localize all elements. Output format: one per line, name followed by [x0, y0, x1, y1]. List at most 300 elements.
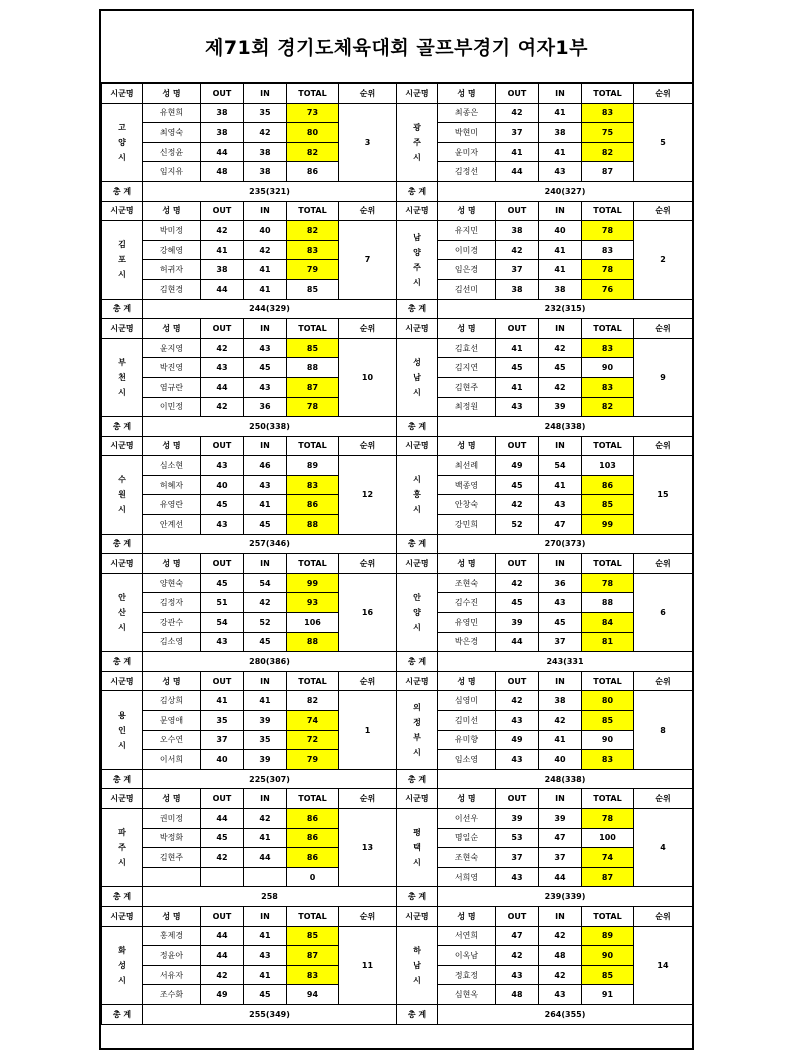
team-rank: 8	[634, 691, 693, 769]
out-score: 43	[496, 397, 539, 417]
total-score: 81	[582, 632, 634, 652]
header-in: IN	[539, 671, 582, 691]
team-total: 270(373)	[438, 534, 693, 554]
header-total: TOTAL	[287, 84, 339, 104]
header-name: 성 명	[438, 554, 496, 574]
team-total: 240(327)	[438, 181, 693, 201]
in-score: 45	[244, 358, 287, 378]
total-score: 90	[582, 946, 634, 966]
in-score: 41	[244, 828, 287, 848]
in-score: 42	[244, 240, 287, 260]
player-name: 강혜영	[143, 240, 201, 260]
header-out: OUT	[201, 201, 244, 221]
total-score: 78	[582, 221, 634, 241]
city-name: 하 남 시	[397, 926, 438, 1004]
player-name: 이선우	[438, 808, 496, 828]
header-name: 성 명	[143, 436, 201, 456]
city-name: 남 양 주 시	[397, 221, 438, 299]
total-score: 106	[287, 613, 339, 633]
player-name: 김효선	[438, 338, 496, 358]
in-score: 41	[539, 103, 582, 123]
header-out: OUT	[201, 436, 244, 456]
header-name: 성 명	[143, 84, 201, 104]
in-score: 48	[539, 946, 582, 966]
in-score: 45	[539, 613, 582, 633]
header-city: 시군명	[397, 789, 438, 809]
in-score: 41	[539, 475, 582, 495]
team-total: 255(349)	[143, 1004, 397, 1024]
header-rank: 순위	[634, 84, 693, 104]
player-row	[102, 573, 693, 593]
total-score: 86	[582, 475, 634, 495]
total-score: 83	[582, 240, 634, 260]
total-score: 83	[287, 240, 339, 260]
header-name: 성 명	[438, 789, 496, 809]
header-city: 시군명	[397, 84, 438, 104]
out-score: 43	[201, 632, 244, 652]
player-name: 이서희	[143, 750, 201, 770]
player-name: 유영민	[438, 613, 496, 633]
total-score: 75	[582, 123, 634, 143]
in-score: 46	[244, 456, 287, 476]
in-score: 45	[244, 985, 287, 1005]
team-rank: 15	[634, 456, 693, 534]
total-label: 총 계	[397, 769, 438, 789]
out-score: 41	[496, 142, 539, 162]
header-total: TOTAL	[582, 789, 634, 809]
player-name: 박미정	[143, 221, 201, 241]
total-score: 90	[582, 358, 634, 378]
in-score: 39	[539, 397, 582, 417]
team-total-row	[102, 417, 693, 437]
header-rank: 순위	[339, 436, 397, 456]
player-name: 김현주	[143, 848, 201, 868]
city-name: 화 성 시	[102, 926, 143, 1004]
in-score: 43	[539, 495, 582, 515]
total-score: 74	[287, 711, 339, 731]
out-score: 39	[496, 613, 539, 633]
player-name: 심영미	[438, 691, 496, 711]
team-total: 248(338)	[438, 417, 693, 437]
header-out: OUT	[201, 789, 244, 809]
team-total: 232(315)	[438, 299, 693, 319]
header-row	[102, 84, 693, 104]
city-name: 용 인 시	[102, 691, 143, 769]
total-score: 79	[287, 750, 339, 770]
player-name: 최선례	[438, 456, 496, 476]
player-name: 김현주	[438, 377, 496, 397]
score-sheet	[99, 9, 694, 1050]
player-name: 유지민	[438, 221, 496, 241]
team-total-row	[102, 887, 693, 907]
team-rank: 6	[634, 573, 693, 651]
header-rank: 순위	[339, 201, 397, 221]
total-score: 86	[287, 828, 339, 848]
total-score: 99	[582, 515, 634, 535]
header-in: IN	[244, 789, 287, 809]
header-out: OUT	[496, 436, 539, 456]
header-row	[102, 319, 693, 339]
header-name: 성 명	[438, 319, 496, 339]
in-score: 41	[244, 260, 287, 280]
out-score: 45	[201, 828, 244, 848]
header-name: 성 명	[143, 789, 201, 809]
out-score: 47	[496, 926, 539, 946]
in-score: 42	[539, 338, 582, 358]
out-score: 42	[201, 848, 244, 868]
header-name: 성 명	[438, 436, 496, 456]
total-score: 91	[582, 985, 634, 1005]
total-score: 87	[287, 377, 339, 397]
in-score: 38	[539, 123, 582, 143]
out-score: 49	[201, 985, 244, 1005]
out-score: 52	[496, 515, 539, 535]
player-name: 김미선	[438, 711, 496, 731]
header-city: 시군명	[102, 84, 143, 104]
header-total: TOTAL	[287, 671, 339, 691]
header-in: IN	[539, 906, 582, 926]
out-score: 42	[496, 495, 539, 515]
player-name: 박현미	[438, 123, 496, 143]
total-score: 87	[582, 162, 634, 182]
team-rank: 1	[339, 691, 397, 769]
player-row	[102, 926, 693, 946]
total-label: 총 계	[102, 1004, 143, 1024]
header-city: 시군명	[102, 436, 143, 456]
out-score: 45	[496, 358, 539, 378]
out-score: 54	[201, 613, 244, 633]
out-score: 38	[201, 103, 244, 123]
player-row	[102, 808, 693, 828]
player-name: 권미정	[143, 808, 201, 828]
header-in: IN	[539, 201, 582, 221]
header-in: IN	[539, 436, 582, 456]
header-in: IN	[539, 84, 582, 104]
team-rank: 4	[634, 808, 693, 886]
total-label: 총 계	[102, 887, 143, 907]
total-score: 72	[287, 730, 339, 750]
total-score: 82	[582, 142, 634, 162]
total-score: 85	[287, 926, 339, 946]
player-row	[102, 221, 693, 241]
in-score: 39	[244, 750, 287, 770]
total-score: 85	[582, 495, 634, 515]
total-score: 86	[287, 808, 339, 828]
total-label: 총 계	[397, 534, 438, 554]
player-name: 임지유	[143, 162, 201, 182]
out-score	[201, 867, 244, 887]
out-score: 42	[496, 946, 539, 966]
player-name: 오수연	[143, 730, 201, 750]
player-name: 최정원	[438, 397, 496, 417]
header-in: IN	[244, 906, 287, 926]
player-name: 김지연	[438, 358, 496, 378]
header-out: OUT	[201, 906, 244, 926]
player-name: 윤지영	[143, 338, 201, 358]
header-out: OUT	[496, 319, 539, 339]
header-in: IN	[539, 319, 582, 339]
total-score: 85	[287, 279, 339, 299]
team-rank: 13	[339, 808, 397, 886]
total-score: 100	[582, 828, 634, 848]
in-score: 35	[244, 730, 287, 750]
team-total: 248(338)	[438, 769, 693, 789]
team-rank: 5	[634, 103, 693, 181]
out-score: 42	[496, 691, 539, 711]
in-score: 45	[244, 632, 287, 652]
out-score: 38	[496, 221, 539, 241]
team-rank: 7	[339, 221, 397, 299]
header-total: TOTAL	[582, 554, 634, 574]
header-out: OUT	[496, 84, 539, 104]
total-score: 85	[582, 965, 634, 985]
player-row	[102, 456, 693, 476]
total-score: 84	[582, 613, 634, 633]
in-score: 41	[244, 926, 287, 946]
header-rank: 순위	[634, 201, 693, 221]
out-score: 45	[496, 475, 539, 495]
header-out: OUT	[201, 671, 244, 691]
total-label: 총 계	[102, 652, 143, 672]
total-score: 94	[287, 985, 339, 1005]
total-score: 83	[287, 475, 339, 495]
team-total: 239(339)	[438, 887, 693, 907]
player-name: 허혜자	[143, 475, 201, 495]
total-label: 총 계	[102, 769, 143, 789]
out-score: 42	[496, 103, 539, 123]
player-name: 조수화	[143, 985, 201, 1005]
in-score: 38	[539, 279, 582, 299]
in-score: 43	[539, 593, 582, 613]
out-score: 44	[201, 279, 244, 299]
in-score: 54	[244, 573, 287, 593]
player-row	[102, 691, 693, 711]
header-name: 성 명	[143, 906, 201, 926]
total-label: 총 계	[102, 299, 143, 319]
in-score: 37	[539, 632, 582, 652]
header-in: IN	[244, 201, 287, 221]
in-score: 41	[244, 691, 287, 711]
player-name: 안계선	[143, 515, 201, 535]
player-name: 유영란	[143, 495, 201, 515]
player-row	[102, 103, 693, 123]
total-score: 86	[287, 848, 339, 868]
player-name: 백종영	[438, 475, 496, 495]
team-rank: 2	[634, 221, 693, 299]
in-score: 54	[539, 456, 582, 476]
player-name: 유미향	[438, 730, 496, 750]
player-name: 김소영	[143, 632, 201, 652]
city-name: 김 포 시	[102, 221, 143, 299]
header-rank: 순위	[339, 671, 397, 691]
in-score: 43	[539, 162, 582, 182]
in-score: 41	[539, 260, 582, 280]
total-score: 0	[287, 867, 339, 887]
out-score: 42	[201, 965, 244, 985]
city-name: 시 흥 시	[397, 456, 438, 534]
in-score: 45	[244, 515, 287, 535]
out-score: 41	[201, 240, 244, 260]
city-name: 광 주 시	[397, 103, 438, 181]
in-score: 38	[539, 691, 582, 711]
city-name: 부 천 시	[102, 338, 143, 416]
header-out: OUT	[201, 554, 244, 574]
out-score: 43	[201, 515, 244, 535]
total-score: 103	[582, 456, 634, 476]
total-score: 88	[287, 358, 339, 378]
total-score: 85	[582, 711, 634, 731]
header-total: TOTAL	[287, 554, 339, 574]
in-score: 42	[244, 123, 287, 143]
total-score: 79	[287, 260, 339, 280]
player-name: 유현희	[143, 103, 201, 123]
header-rank: 순위	[634, 554, 693, 574]
city-name: 성 남 시	[397, 338, 438, 416]
team-rank: 12	[339, 456, 397, 534]
header-city: 시군명	[397, 319, 438, 339]
team-rank: 11	[339, 926, 397, 1004]
header-total: TOTAL	[582, 436, 634, 456]
in-score: 40	[244, 221, 287, 241]
out-score: 40	[201, 750, 244, 770]
in-score: 43	[539, 985, 582, 1005]
out-score: 51	[201, 593, 244, 613]
in-score: 38	[244, 142, 287, 162]
in-score: 45	[539, 358, 582, 378]
out-score: 43	[496, 965, 539, 985]
in-score: 37	[539, 848, 582, 868]
total-score: 89	[582, 926, 634, 946]
player-name: 박정화	[143, 828, 201, 848]
header-rank: 순위	[339, 84, 397, 104]
total-score: 89	[287, 456, 339, 476]
out-score: 45	[201, 573, 244, 593]
header-total: TOTAL	[287, 906, 339, 926]
total-label: 총 계	[397, 1004, 438, 1024]
header-total: TOTAL	[287, 789, 339, 809]
player-name: 서유자	[143, 965, 201, 985]
total-score: 78	[582, 260, 634, 280]
total-label: 총 계	[397, 299, 438, 319]
team-rank: 16	[339, 573, 397, 651]
player-name: 조현숙	[438, 848, 496, 868]
player-row	[102, 338, 693, 358]
player-name: 김현경	[143, 279, 201, 299]
out-score: 42	[201, 221, 244, 241]
out-score: 44	[201, 142, 244, 162]
player-name: 박은경	[438, 632, 496, 652]
in-score: 42	[244, 808, 287, 828]
header-city: 시군명	[397, 436, 438, 456]
header-out: OUT	[496, 201, 539, 221]
player-name: 최종은	[438, 103, 496, 123]
team-rank: 3	[339, 103, 397, 181]
header-in: IN	[244, 84, 287, 104]
total-score: 83	[582, 377, 634, 397]
player-name: 이옥남	[438, 946, 496, 966]
total-score: 78	[582, 808, 634, 828]
total-score: 83	[287, 965, 339, 985]
header-out: OUT	[496, 554, 539, 574]
player-name: 정윤아	[143, 946, 201, 966]
header-in: IN	[539, 554, 582, 574]
total-score: 80	[287, 123, 339, 143]
total-score: 88	[287, 515, 339, 535]
in-score: 47	[539, 515, 582, 535]
team-total: 258	[143, 887, 397, 907]
header-out: OUT	[496, 671, 539, 691]
total-label: 총 계	[397, 887, 438, 907]
total-score: 82	[287, 221, 339, 241]
header-city: 시군명	[102, 671, 143, 691]
player-name	[143, 867, 201, 887]
in-score: 42	[244, 593, 287, 613]
player-name: 이미경	[438, 240, 496, 260]
player-name: 양현숙	[143, 573, 201, 593]
out-score: 41	[496, 377, 539, 397]
header-row	[102, 554, 693, 574]
results-table	[101, 83, 693, 1025]
player-name: 서연희	[438, 926, 496, 946]
city-name: 파 주 시	[102, 808, 143, 886]
header-row	[102, 789, 693, 809]
header-name: 성 명	[438, 906, 496, 926]
out-score: 38	[201, 260, 244, 280]
out-score: 45	[496, 593, 539, 613]
header-out: OUT	[496, 789, 539, 809]
total-score: 93	[287, 593, 339, 613]
player-name: 임은경	[438, 260, 496, 280]
team-rank: 9	[634, 338, 693, 416]
header-rank: 순위	[634, 789, 693, 809]
header-total: TOTAL	[287, 201, 339, 221]
total-label: 총 계	[102, 181, 143, 201]
in-score	[244, 867, 287, 887]
out-score: 48	[496, 985, 539, 1005]
player-name: 명일순	[438, 828, 496, 848]
total-score: 88	[582, 593, 634, 613]
team-total: 225(307)	[143, 769, 397, 789]
city-name: 의 정 부 시	[397, 691, 438, 769]
player-name: 임소영	[438, 750, 496, 770]
in-score: 43	[244, 338, 287, 358]
out-score: 42	[201, 338, 244, 358]
city-name: 수 원 시	[102, 456, 143, 534]
team-total: 250(338)	[143, 417, 397, 437]
header-rank: 순위	[339, 789, 397, 809]
out-score: 44	[201, 377, 244, 397]
out-score: 43	[201, 456, 244, 476]
header-city: 시군명	[102, 789, 143, 809]
in-score: 41	[244, 279, 287, 299]
out-score: 37	[496, 260, 539, 280]
out-score: 44	[201, 926, 244, 946]
out-score: 43	[496, 867, 539, 887]
total-score: 82	[287, 142, 339, 162]
total-score: 73	[287, 103, 339, 123]
in-score: 41	[539, 142, 582, 162]
in-score: 39	[539, 808, 582, 828]
in-score: 36	[539, 573, 582, 593]
header-city: 시군명	[102, 906, 143, 926]
total-score: 82	[287, 691, 339, 711]
header-row	[102, 906, 693, 926]
header-city: 시군명	[102, 201, 143, 221]
page-title: 제71회 경기도체육대회 골프부경기 여자1부	[101, 11, 692, 83]
out-score: 43	[496, 750, 539, 770]
total-score: 83	[582, 103, 634, 123]
header-total: TOTAL	[582, 671, 634, 691]
